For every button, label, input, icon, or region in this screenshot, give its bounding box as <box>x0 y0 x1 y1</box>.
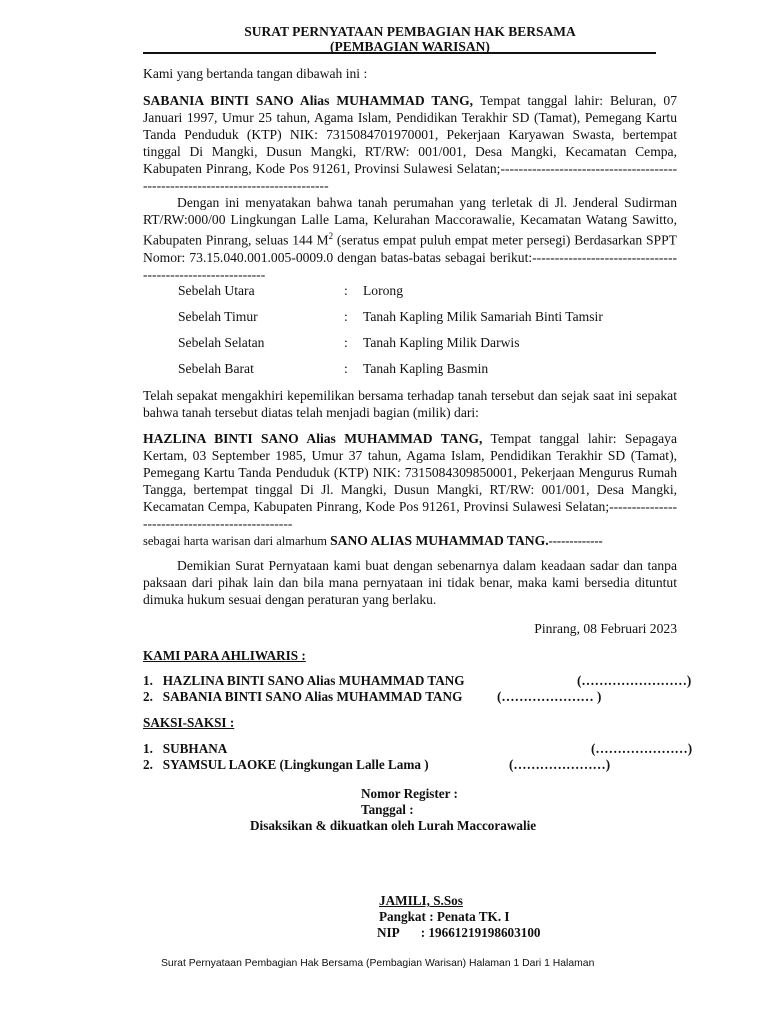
title-divider <box>143 52 656 54</box>
party2-details: Tempat tanggal lahir: Sepagaya Kertam, 03 September 1985, Umur 37 tahun, Agama Islam, Pendidikan Terakhir SD (Tamat), Pemegang Kartu Tanda Penduduk (KTP) NIK: 7315084309850001, Pekerjaan Mengurus Rumah Tangga, bertempat tinggal Di Jl. Mangki, Dusun Mangki, RT/RW: 001/001, Desa Mangki, Kecamatan Cempa, Kabupaten Pinrang, Kode Pos 91261, Provinsi Sulawesi Selatan;------------------------------------------------ <box>143 431 677 531</box>
heir-signature-line: (……………………) <box>577 673 692 688</box>
heir-item: 2. SABANIA BINTI SANO Alias MUHAMMAD TANG <box>143 689 463 704</box>
deceased-name: SANO ALIAS MUHAMMAD TANG. <box>330 533 549 548</box>
witness-item: 1. SUBHANA <box>143 741 228 756</box>
register-number-label: Nomor Register : <box>361 786 458 801</box>
inheritance-text: sebagai harta warisan dari almarhum <box>143 534 327 548</box>
boundary-label: Sebelah Timur <box>178 309 258 324</box>
witness-signature-line: (…………………) <box>591 741 693 756</box>
land-text-a: Dengan ini menyatakan bahwa tanah perumahan yang terletak di Jl. Jenderal Sudirman RT/RW:000/00 Lingkungan Lalle Lama, Kelurahan Maccorawalie, Kecamatan Watang Sawitto, Kabupaten Pinrang, seluas 144 M <box>143 195 677 248</box>
doc-title: SURAT PERNYATAAN PEMBAGIAN HAK BERSAMA <box>244 24 576 39</box>
party1-paragraph <box>143 92 677 194</box>
official-nip: NIP : 19661219198603100 <box>377 925 541 940</box>
place-date: Pinrang, 08 Februari 2023 <box>534 621 677 636</box>
heir-signature-line: (………………… ) <box>497 689 602 704</box>
party2-paragraph <box>143 430 677 532</box>
witnessed-by-line: Disaksikan & dikuatkan oleh Lurah Maccorawalie <box>250 818 537 833</box>
register-date-label: Tanggal : <box>361 802 414 817</box>
heirs-heading: KAMI PARA AHLIWARIS : <box>143 648 306 663</box>
official-name: JAMILI, S.Sos <box>379 893 463 908</box>
intro-line: Kami yang bertanda tangan dibawah ini : <box>143 66 368 81</box>
witnesses-heading: SAKSI-SAKSI : <box>143 715 235 730</box>
closing-paragraph <box>143 557 677 608</box>
witness-item: 2. SYAMSUL LAOKE (Lingkungan Lalle Lama ) <box>143 757 429 772</box>
land-paragraph <box>143 194 677 283</box>
heir-item: 1. HAZLINA BINTI SANO Alias MUHAMMAD TANG <box>143 673 465 688</box>
official-rank: Pangkat : Penata TK. I <box>379 909 510 924</box>
boundary-colon: : <box>344 335 348 350</box>
boundary-label: Sebelah Utara <box>178 283 255 298</box>
boundary-value: Tanah Kapling Milik Darwis <box>363 335 520 350</box>
boundary-value: Tanah Kapling Basmin <box>363 361 489 376</box>
boundary-value: Tanah Kapling Milik Samariah Binti Tamsir <box>363 309 603 324</box>
doc-subtitle: (PEMBAGIAN WARISAN) <box>330 39 490 54</box>
boundary-label: Sebelah Barat <box>178 361 254 376</box>
land-text-b: (seratus empat puluh empat meter persegi) Berdasarkan SPPT Nomor: 73.15.040.001.005-0009.0 dengan batas-batas sebagai berikut:----------------------------------------------------------- <box>143 232 677 282</box>
boundary-value: Lorong <box>363 283 404 298</box>
boundary-colon: : <box>344 283 348 298</box>
closing-text: Demikian Surat Pernyataan kami buat dengan sebenarnya dalam keadaan sadar dan tanpa paksaan dari pihak lain dan bila mana pernyataan ini tidak benar, maka kami bersedia dituntut dimuka hukum sesuai dengan peraturan yang berlaku. <box>143 558 677 607</box>
agreement-text: Telah sepakat mengakhiri kepemilikan bersama terhadap tanah tersebut dan sejak saat ini sepakat bahwa tanah tersebut diatas telah menjadi bagian (milik) dari: <box>143 388 677 420</box>
page-footer: Surat Pernyataan Pembagian Hak Bersama (Pembagian Warisan) Halaman 1 Dari 1 Halaman <box>161 958 595 969</box>
party2-name: HAZLINA BINTI SANO Alias MUHAMMAD TANG, <box>143 431 483 446</box>
boundary-label: Sebelah Selatan <box>178 335 265 350</box>
witness-signature-line: (…………………) <box>509 757 611 772</box>
agreement-paragraph <box>143 387 677 421</box>
boundary-colon: : <box>344 361 348 376</box>
inheritance-dashes: ------------- <box>548 534 603 548</box>
inheritance-line <box>143 533 603 549</box>
boundary-colon: : <box>344 309 348 324</box>
party1-name: SABANIA BINTI SANO Alias MUHAMMAD TANG, <box>143 93 474 108</box>
land-superscript: 2 <box>328 231 334 241</box>
party1-details: Tempat tanggal lahir: Beluran, 07 Januari 1997, Umur 25 tahun, Agama Islam, Pendidikan Terakhir SD (Tamat), Pemegang Kartu Tanda Penduduk (KTP) NIK: 7315084701970001, Pekerjaan Karyawan Swasta, bertempat tinggal Di Mangki, Dusun Mangki, RT/RW: 001/001, Desa Mangki, Kecamatan Cempa, Kabupaten Pinrang, Kode Pos 91261, Provinsi Sulawesi Selatan;-------------------------------------------------------------------------------- <box>143 93 678 193</box>
